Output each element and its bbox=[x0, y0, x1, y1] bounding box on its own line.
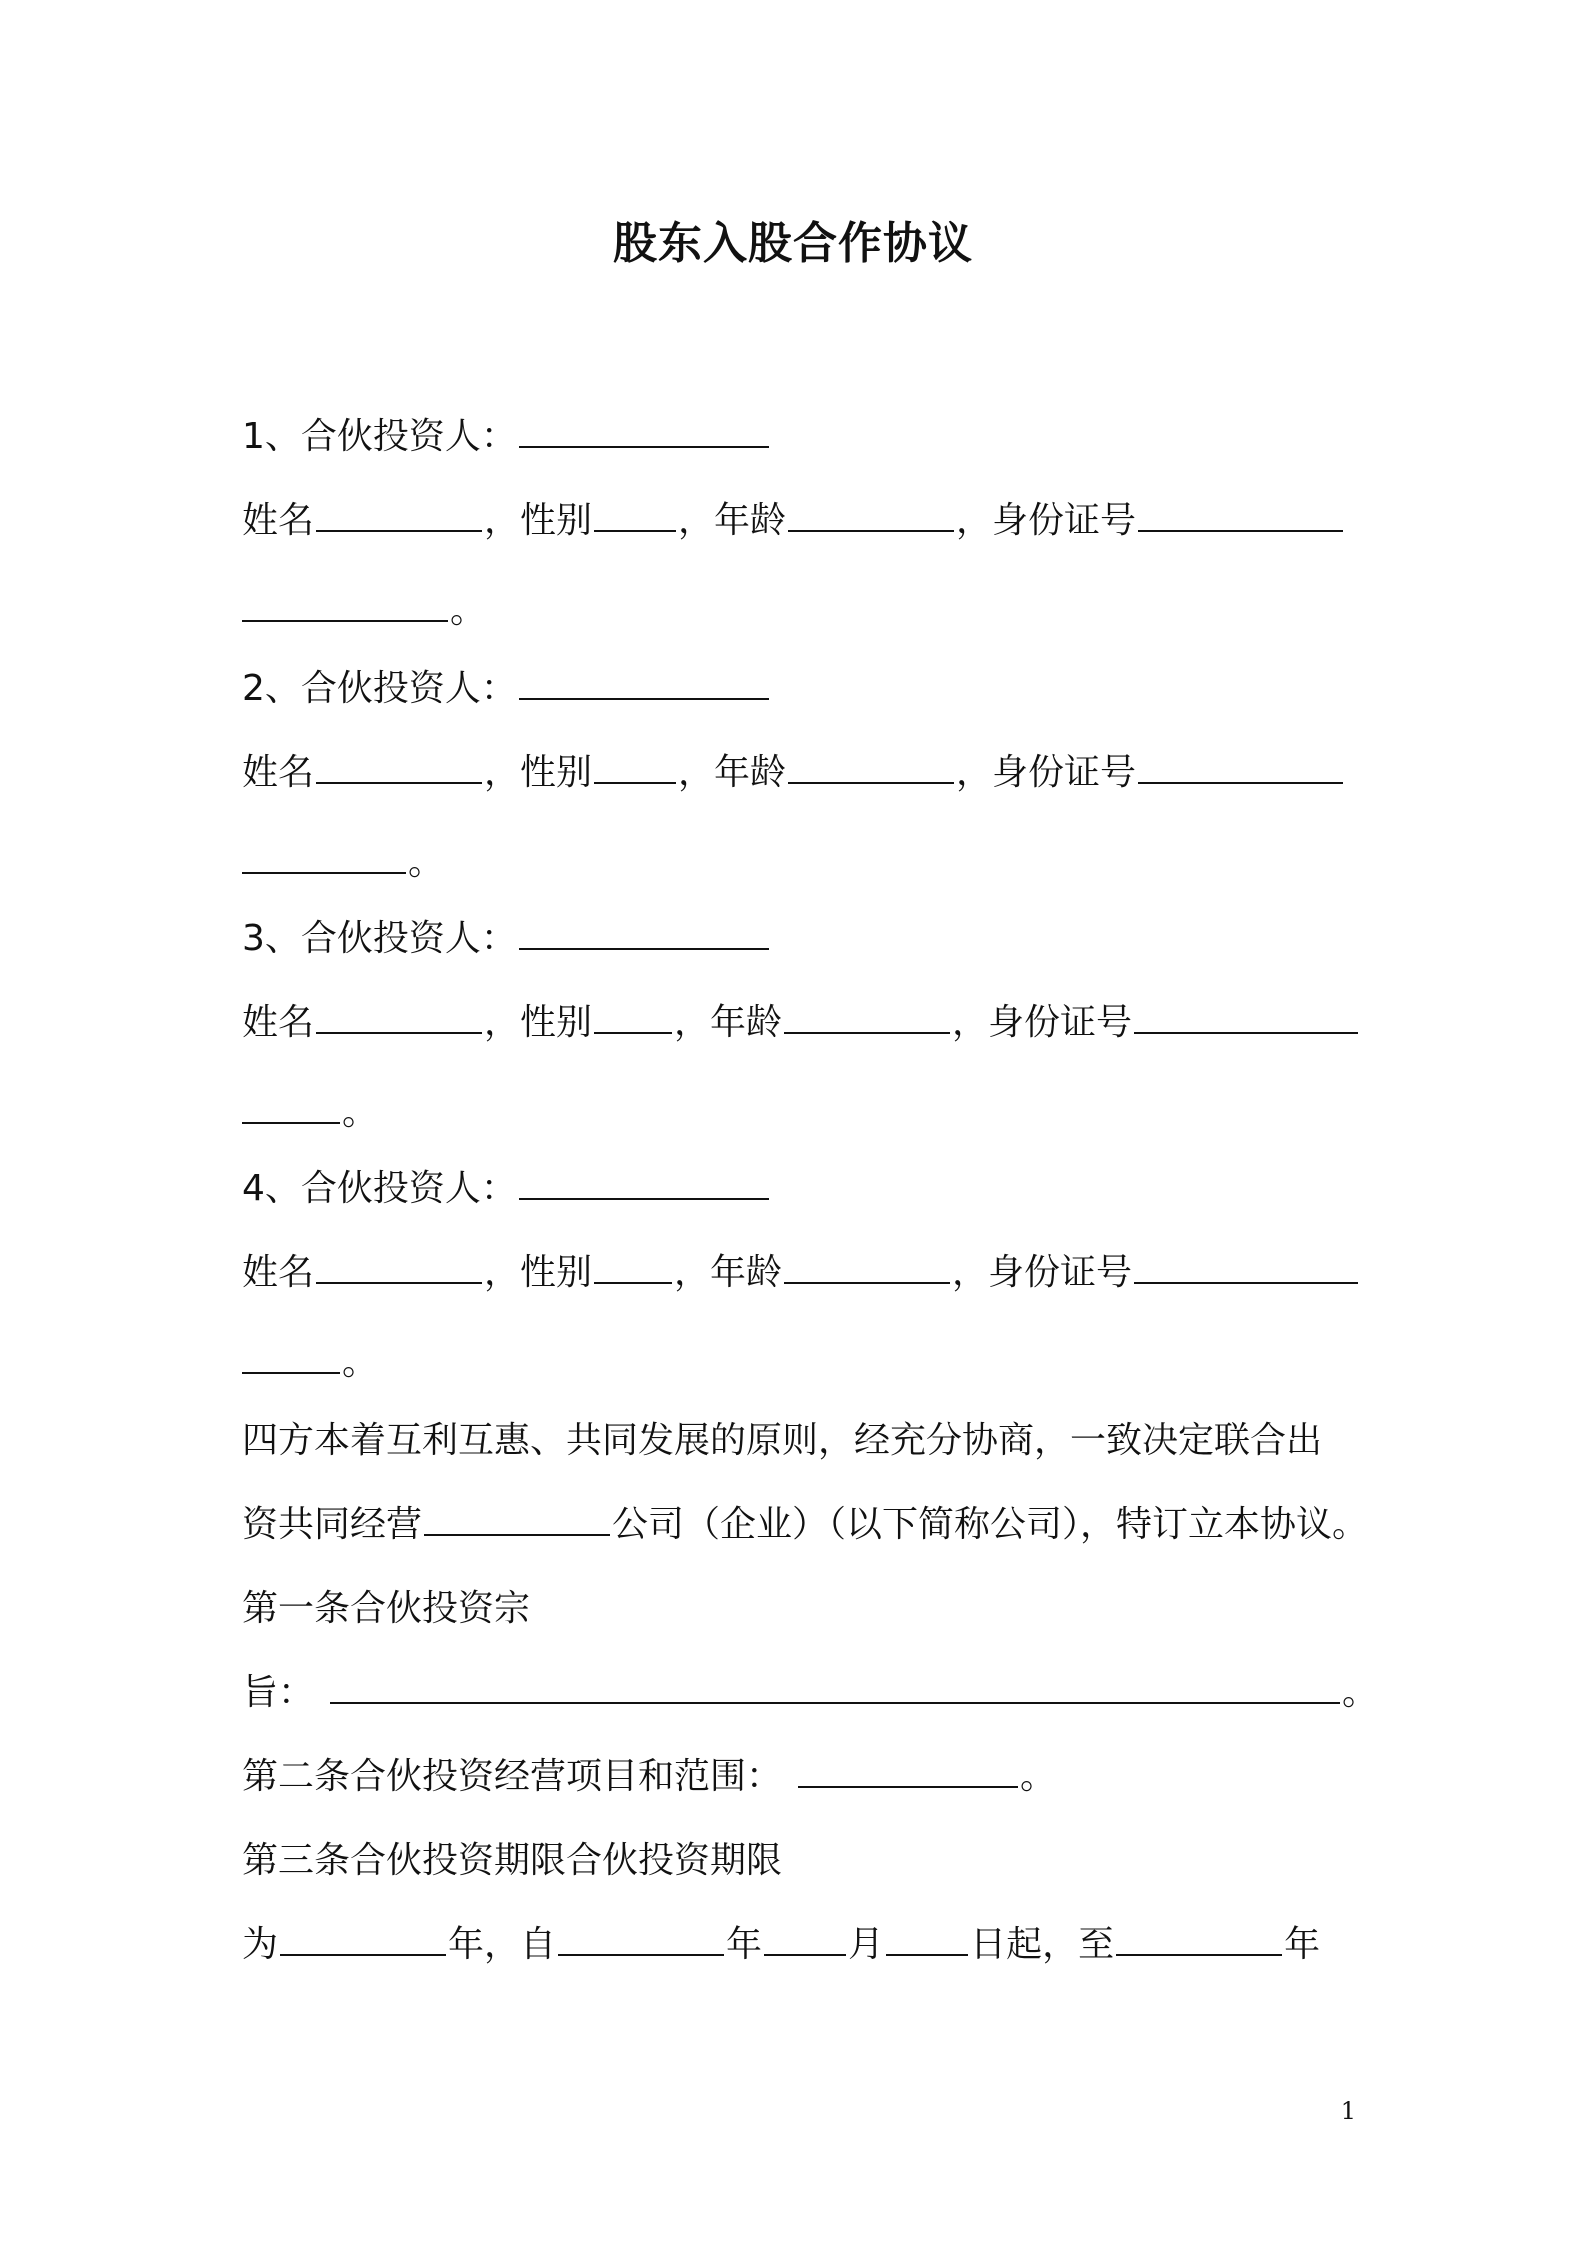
name-label: 姓名 bbox=[242, 752, 315, 793]
id-blank bbox=[1138, 496, 1343, 532]
age-blank bbox=[788, 748, 954, 784]
age-label: ，年龄 bbox=[674, 1002, 783, 1043]
end-mark: 。 bbox=[342, 1092, 379, 1133]
article-2-line bbox=[242, 1752, 1362, 1802]
gender-blank bbox=[594, 998, 672, 1034]
id-blank-continued bbox=[242, 1338, 340, 1374]
partner-3-header: 3、合伙投资人： bbox=[242, 918, 517, 959]
partner-2-header: 2、合伙投资人： bbox=[242, 668, 517, 709]
name-blank bbox=[316, 748, 482, 784]
name-blank bbox=[316, 496, 482, 532]
end-mark: 。 bbox=[450, 590, 487, 631]
end-mark: 。 bbox=[408, 842, 445, 883]
gender-label: ，性别 bbox=[484, 752, 593, 793]
age-label: ，年龄 bbox=[678, 500, 787, 541]
page-number: 1 bbox=[1340, 2097, 1356, 2125]
id-blank bbox=[1134, 998, 1358, 1034]
term-text-1: 为 bbox=[242, 1924, 279, 1965]
article-2-text: 第二条合伙投资经营项目和范围： bbox=[242, 1756, 783, 1797]
name-blank bbox=[316, 998, 482, 1034]
partner-4-header: 4、合伙投资人： bbox=[242, 1168, 517, 1209]
age-blank bbox=[788, 496, 954, 532]
name-label: 姓名 bbox=[242, 1002, 315, 1043]
partner-4-blank bbox=[519, 1164, 769, 1200]
age-blank bbox=[784, 1248, 950, 1284]
id-label: ，身份证号 bbox=[956, 500, 1137, 541]
name-label: 姓名 bbox=[242, 1252, 315, 1293]
gender-label: ，性别 bbox=[484, 1002, 593, 1043]
id-label: ，身份证号 bbox=[956, 752, 1137, 793]
partner-4-end-line bbox=[242, 1338, 1362, 1388]
partner-2-blank bbox=[519, 664, 769, 700]
start-year-blank bbox=[558, 1920, 724, 1956]
partner-2-header-line bbox=[242, 664, 1362, 714]
id-blank-continued bbox=[242, 838, 406, 874]
partner-4-header-line bbox=[242, 1164, 1362, 1214]
age-blank bbox=[784, 998, 950, 1034]
id-blank-continued bbox=[242, 1088, 340, 1124]
term-text-4: 月 bbox=[848, 1924, 885, 1965]
partner-2-details-line bbox=[242, 748, 1362, 798]
age-label: ，年龄 bbox=[674, 1252, 783, 1293]
purpose-blank bbox=[330, 1668, 1340, 1704]
id-label: ，身份证号 bbox=[952, 1002, 1133, 1043]
id-blank bbox=[1134, 1248, 1358, 1284]
partner-1-header: 1、合伙投资人： bbox=[242, 416, 517, 457]
name-blank bbox=[316, 1248, 482, 1284]
term-text-3: 年 bbox=[726, 1924, 763, 1965]
partner-3-header-line bbox=[242, 914, 1362, 964]
term-text-2: 年，自 bbox=[448, 1924, 557, 1965]
end-mark: 。 bbox=[1020, 1756, 1057, 1797]
intro-text-a: 资共同经营 bbox=[242, 1504, 423, 1545]
partner-1-details-line bbox=[242, 496, 1362, 546]
name-label: 姓名 bbox=[242, 500, 315, 541]
partner-1-blank bbox=[519, 412, 769, 448]
start-day-blank bbox=[886, 1920, 968, 1956]
document-title: 股东入股合作协议 bbox=[613, 218, 973, 269]
end-mark: 。 bbox=[1342, 1672, 1379, 1713]
article-3-heading: 第三条合伙投资期限合伙投资期限 bbox=[242, 1840, 783, 1881]
intro-line-1: 四方本着互利互惠、共同发展的原则，经充分协商，一致决定联合出 bbox=[242, 1420, 1323, 1461]
intro-text-b: 公司（企业）（以下简称公司），特订立本协议。 bbox=[612, 1504, 1369, 1545]
article-1-text: 旨： bbox=[242, 1672, 315, 1713]
id-label: ，身份证号 bbox=[952, 1252, 1133, 1293]
partner-4-details-line bbox=[242, 1248, 1362, 1298]
term-text-6: 年 bbox=[1284, 1924, 1321, 1965]
age-label: ，年龄 bbox=[678, 752, 787, 793]
partner-3-end-line bbox=[242, 1088, 1362, 1138]
gender-label: ，性别 bbox=[484, 500, 593, 541]
partner-2-end-line bbox=[242, 838, 1362, 888]
end-year-blank bbox=[1116, 1920, 1282, 1956]
id-blank bbox=[1138, 748, 1343, 784]
article-3-line-2 bbox=[242, 1920, 1362, 1970]
article-1-line-2 bbox=[242, 1668, 1379, 1718]
article-1-heading: 第一条合伙投资宗 bbox=[242, 1588, 531, 1629]
company-name-blank bbox=[424, 1500, 610, 1536]
id-blank-continued bbox=[242, 586, 448, 622]
partner-3-blank bbox=[519, 914, 769, 950]
gender-blank bbox=[594, 1248, 672, 1284]
term-text-5: 日起，至 bbox=[970, 1924, 1115, 1965]
partner-3-details-line bbox=[242, 998, 1362, 1048]
term-years-blank bbox=[280, 1920, 446, 1956]
start-month-blank bbox=[764, 1920, 846, 1956]
gender-label: ，性别 bbox=[484, 1252, 593, 1293]
gender-blank bbox=[594, 496, 676, 532]
scope-blank bbox=[798, 1752, 1018, 1788]
partner-1-end-line bbox=[242, 586, 1362, 636]
intro-line-2 bbox=[242, 1500, 1369, 1550]
end-mark: 。 bbox=[342, 1342, 379, 1383]
partner-1-header-line bbox=[242, 412, 1362, 462]
gender-blank bbox=[594, 748, 676, 784]
